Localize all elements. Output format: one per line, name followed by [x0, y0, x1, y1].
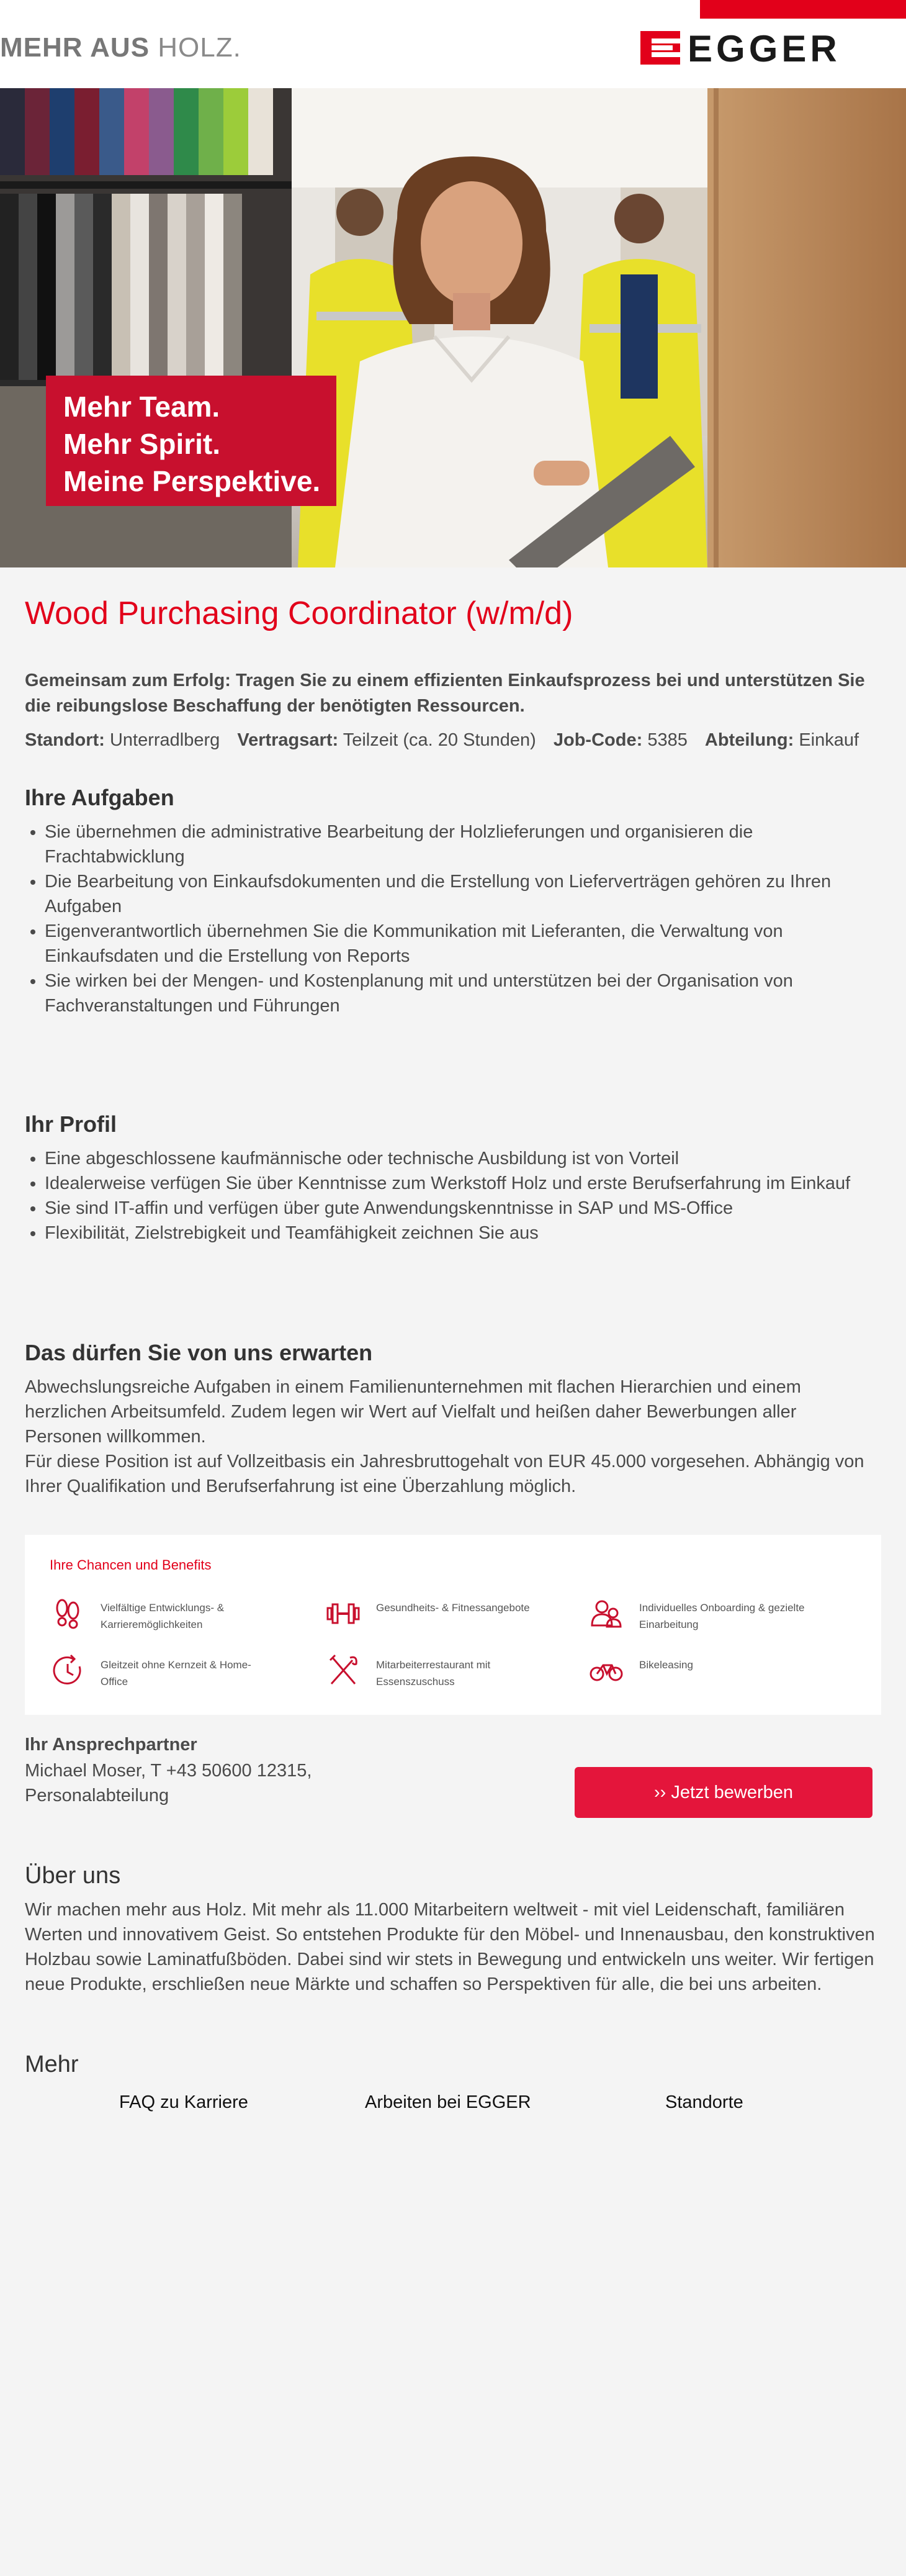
slogan-line-3: Meine Perspektive.	[63, 465, 321, 497]
footsteps-icon	[50, 1596, 86, 1632]
more-heading: Mehr	[25, 2051, 79, 2077]
tasks-list	[25, 820, 875, 1018]
brand-tagline	[0, 32, 241, 63]
jobcode-label: Job-Code:	[553, 730, 643, 750]
contact-name-phone: Michael Moser, T +43 50600 12315,	[25, 1761, 312, 1781]
job-intro: Gemeinsam zum Erfolg: Tragen Sie zu einem effizienten Einkaufsprozess bei und unterstützen Sie die reibungslose Beschaffung der benötigten Ressourcen.	[25, 671, 865, 716]
link-arbeiten-bei-egger[interactable]: Arbeiten bei EGGER	[365, 2092, 531, 2112]
offer-paragraph-1: Abwechslungsreiche Aufgaben in einem Familienunternehmen mit flachen Hierarchien und einem herzlichen Arbeitsumfeld. Zudem legen wir Wert auf Vielfalt und heißen daher Bewerbungen aller Personen willkommen.	[25, 1377, 801, 1447]
contact-title: Ihr Ansprechpartner	[25, 1735, 197, 1755]
benefit-item	[325, 1596, 549, 1639]
logo-red-bar	[700, 0, 906, 19]
benefit-item	[50, 1653, 273, 1696]
benefits-box	[25, 1535, 881, 1715]
list-item: • Flexibilität, Zielstrebigkeit und Teamfähigkeit zeichnen Sie aus	[45, 1221, 875, 1245]
benefit-label: Bikeleasing	[639, 1659, 693, 1671]
list-item: • Sie übernehmen die administrative Bearbeitung der Holzlieferungen und organisieren die Frachtabwicklung	[45, 820, 875, 869]
contract-value: Teilzeit (ca. 20 Stunden)	[343, 730, 536, 750]
link-faq-karriere[interactable]: FAQ zu Karriere	[119, 2092, 248, 2112]
tagline-bold: MEHR AUS	[0, 32, 150, 63]
location-label: Standort:	[25, 730, 105, 750]
benefit-item	[588, 1653, 812, 1696]
bicycle-icon	[588, 1653, 624, 1689]
offer-paragraph-2: Für diese Position ist auf Vollzeitbasis ein Jahresbruttogehalt von EUR 45.000 vorgesehen. Abhängig von Ihrer Qualifikation und Berufserfahrung ist eine Überzahlung möglich.	[25, 1452, 864, 1496]
benefit-label: Vielfältige Entwicklungs- & Karrieremöglichkeiten	[101, 1602, 225, 1630]
profile-list	[25, 1146, 875, 1245]
tasks-heading: Ihre Aufgaben	[25, 785, 174, 810]
list-item: • Eigenverantwortlich übernehmen Sie die Kommunikation mit Lieferanten, die Verwaltung von Einkaufsdaten und die Erstellung von Reports	[45, 919, 875, 969]
benefit-item	[325, 1653, 549, 1696]
about-heading: Über uns	[25, 1863, 121, 1889]
benefit-label: Gleitzeit ohne Kernzeit & Home-Office	[101, 1659, 251, 1688]
contract-label: Vertragsart:	[237, 730, 339, 750]
offer-heading: Das dürfen Sie von uns erwarten	[25, 1340, 373, 1365]
apply-button[interactable]: ›› Jetzt bewerben	[575, 1767, 872, 1818]
list-item: • Eine abgeschlossene kaufmännische oder technische Ausbildung ist von Vorteil	[45, 1146, 875, 1171]
benefit-item	[588, 1596, 812, 1639]
hero-image	[0, 88, 906, 567]
job-title: Wood Purchasing Coordinator (w/m/d)	[25, 595, 573, 631]
benefits-title: Ihre Chancen und Benefits	[50, 1557, 212, 1573]
job-meta	[25, 730, 859, 751]
location-value: Unterradlberg	[109, 730, 220, 750]
clock-icon	[50, 1653, 86, 1689]
slogan-line-1: Mehr Team.	[63, 391, 220, 423]
department-value: Einkauf	[799, 730, 859, 750]
list-item: • Sie sind IT-affin und verfügen über gute Anwendungskenntnisse in SAP und MS-Office	[45, 1196, 875, 1221]
list-item: • Idealerweise verfügen Sie über Kenntnisse zum Werkstoff Holz und erste Berufserfahrung im Einkauf	[45, 1171, 875, 1196]
list-item: • Die Bearbeitung von Einkaufsdokumenten und die Erstellung von Lieferverträgen gehören zu Ihren Aufgaben	[45, 869, 875, 919]
tagline-light: HOLZ.	[158, 32, 241, 63]
benefit-item	[50, 1596, 273, 1639]
department-label: Abteilung:	[704, 730, 794, 750]
contact-department: Personalabteilung	[25, 1786, 169, 1805]
profile-heading: Ihr Profil	[25, 1111, 117, 1137]
list-item: • Sie wirken bei der Mengen- und Kostenplanung mit und unterstützen bei der Organisation von Fachveranstaltungen und Führungen	[45, 969, 875, 1018]
dumbbell-icon	[325, 1596, 361, 1632]
logo-text: EGGER	[688, 28, 841, 70]
benefit-label: Gesundheits- & Fitnessangebote	[376, 1602, 530, 1614]
cutlery-icon	[325, 1653, 361, 1689]
slogan-line-2: Mehr Spirit.	[63, 428, 221, 460]
benefit-label: Mitarbeiterrestaurant mit Essenszuschuss	[376, 1659, 491, 1688]
site-header	[0, 0, 906, 88]
people-icon	[588, 1596, 624, 1632]
jobcode-value: 5385	[647, 730, 688, 750]
link-standorte[interactable]: Standorte	[665, 2092, 743, 2112]
hero-slogan	[46, 376, 336, 506]
benefit-label: Individuelles Onboarding & gezielte Einarbeitung	[639, 1602, 805, 1630]
about-text: Wir machen mehr aus Holz. Mit mehr als 11.000 Mitarbeitern weltweit - mit viel Leidenschaft, familiären Werten und innovativem Geist. So entstehen Produkte für den Möbel- und Innenausbau, den konstruktiven Holzbau sowie Laminatfußböden. Dabei sind wir stets in Bewegung und entwickeln uns weiter. Wir fertigen neue Produkte, erschließen neue Märkte und schaffen so Perspektiven für alle, die bei uns arbeiten.	[25, 1900, 875, 1994]
